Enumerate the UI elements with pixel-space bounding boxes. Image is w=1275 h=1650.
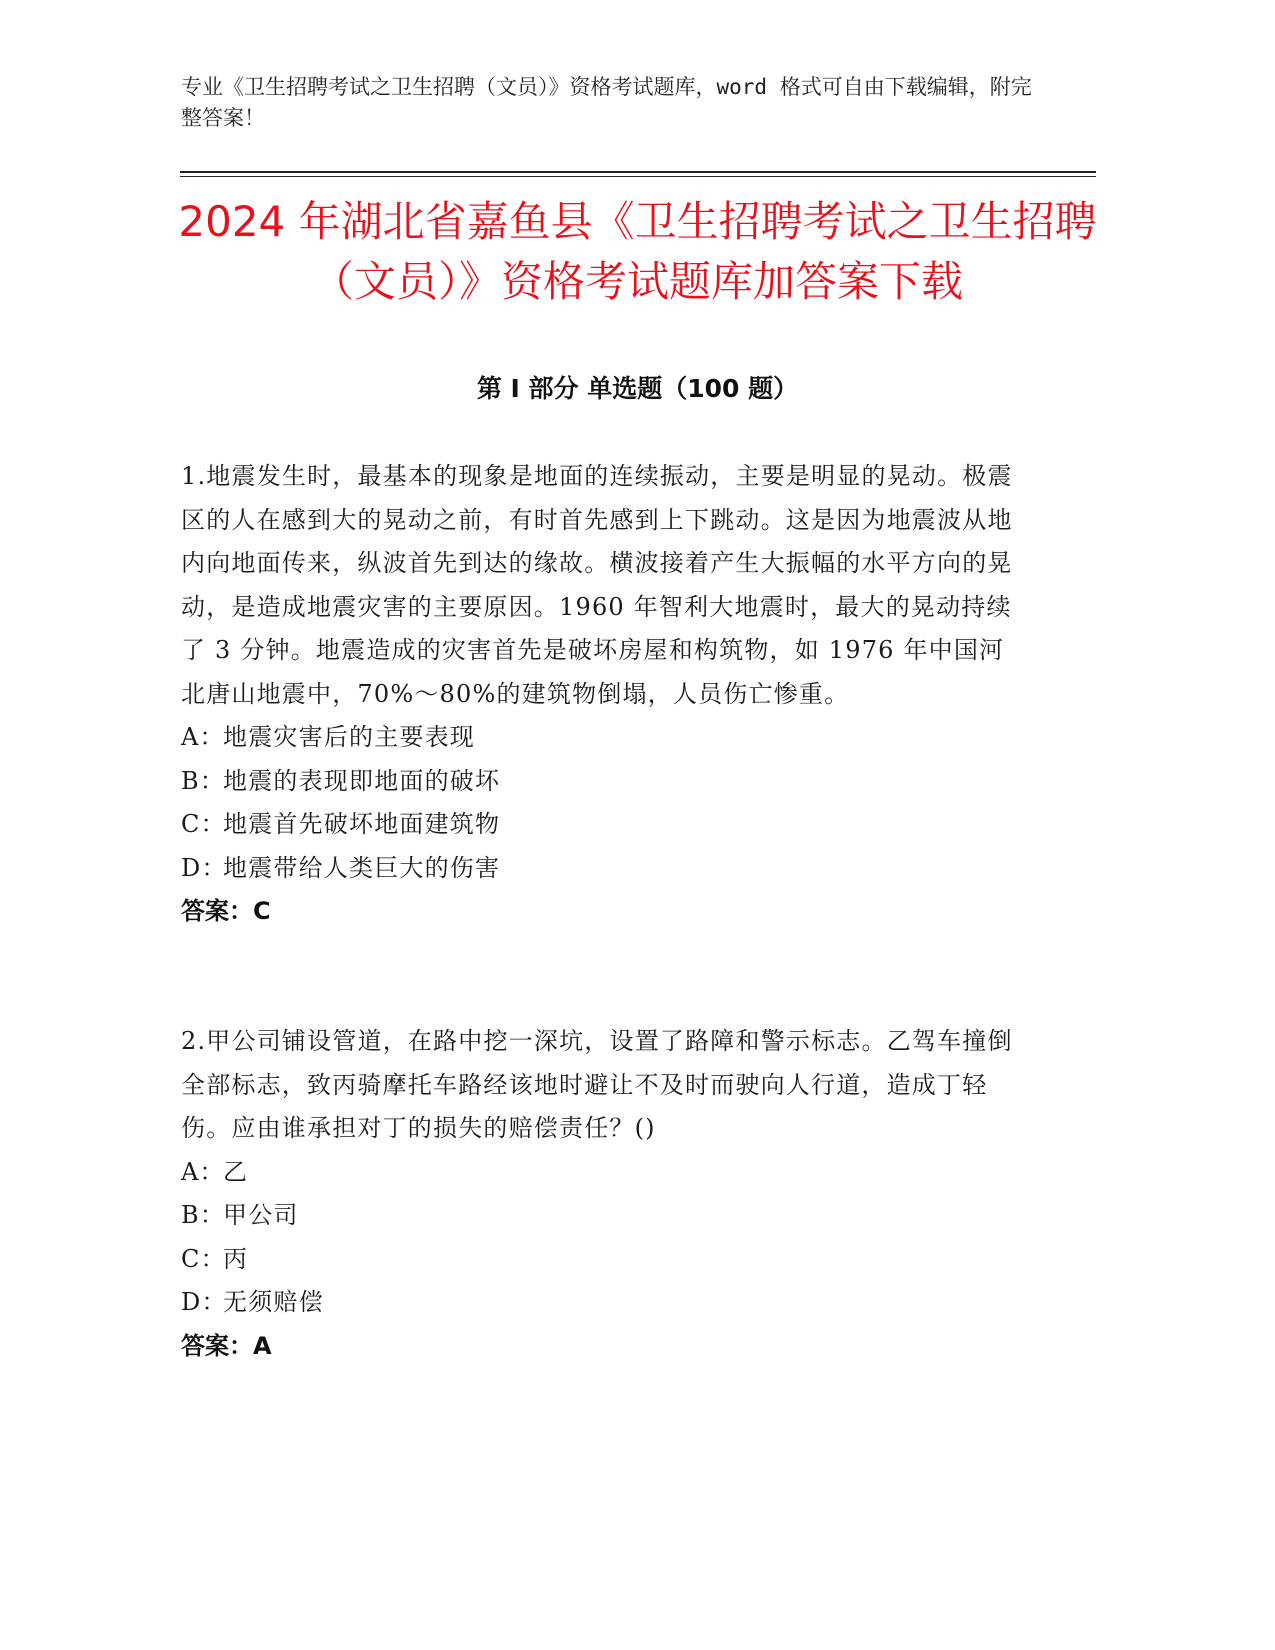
header-divider-thin [180,176,1096,177]
option-b [181,760,1026,804]
question-1 [181,455,1026,934]
header-note: 专业《卫生招聘考试之卫生招聘（文员）》资格考试题库，word 格式可自由下载编辑，附完整答案！ [181,75,1032,130]
option-c [181,803,1026,847]
question-stem: 2.甲公司铺设管道，在路中挖一深坑，设置了路障和警示标志。乙驾车撞倒全部标志，致丙骑摩托车路经该地时避让不及时而驶向人行道，造成丁轻伤。应由谁承担对丁的损失的赔偿责任？() [181,1027,1013,1142]
option-letter: D： [181,853,227,882]
option-d [181,847,1026,891]
option-c [181,1238,1026,1282]
question-stem: 1.地震发生时，最基本的现象是地面的连续振动，主要是明显的晃动。极震区的人在感到大的晃动之前，有时首先感到上下跳动。这是因为地震波从地内向地面传来，纵波首先到达的缘故。横波接着产生大振幅的水平方向的晃动，是造成地震灾害的主要原因。1960 年智利大地震时，最大的晃动持续了 3 分钟。地震造成的灾害首先是破坏房屋和构筑物，如 1976 年中国河北唐山地震中，70%～80%的建筑物倒塌，人员伤亡惨重。 [181,462,1013,708]
option-text: 乙 [223,1157,249,1186]
header-divider-thick [180,171,1096,173]
option-letter: C： [181,1244,226,1273]
option-b [181,1194,1026,1238]
document-title: 2024 年湖北省嘉鱼县《卫生招聘考试之卫生招聘（文员）》资格考试题库加答案下载 [178,197,1097,306]
option-letter: B： [181,1201,226,1229]
option-a [181,716,1026,760]
option-letter: A： [181,1157,225,1186]
option-a [181,1151,1026,1195]
option-text: 地震首先破坏地面建筑物 [223,810,501,838]
option-text: 地震的表现即地面的破坏 [223,766,501,795]
answer-line: 答案：A [181,1331,272,1360]
question-2 [181,1020,1026,1368]
option-letter: A： [181,723,225,751]
option-letter: C： [181,810,226,838]
option-letter: D： [181,1288,227,1316]
option-text: 地震灾害后的主要表现 [223,723,475,751]
option-letter: B： [181,766,226,795]
option-d [181,1281,1026,1325]
option-text: 无须赔偿 [223,1288,324,1316]
section-heading: 第 I 部分 单选题（100 题） [476,374,799,403]
option-text: 甲公司 [223,1201,299,1229]
answer-line: 答案：C [181,897,271,925]
option-text: 地震带给人类巨大的伤害 [223,853,501,882]
option-text: 丙 [223,1244,249,1273]
